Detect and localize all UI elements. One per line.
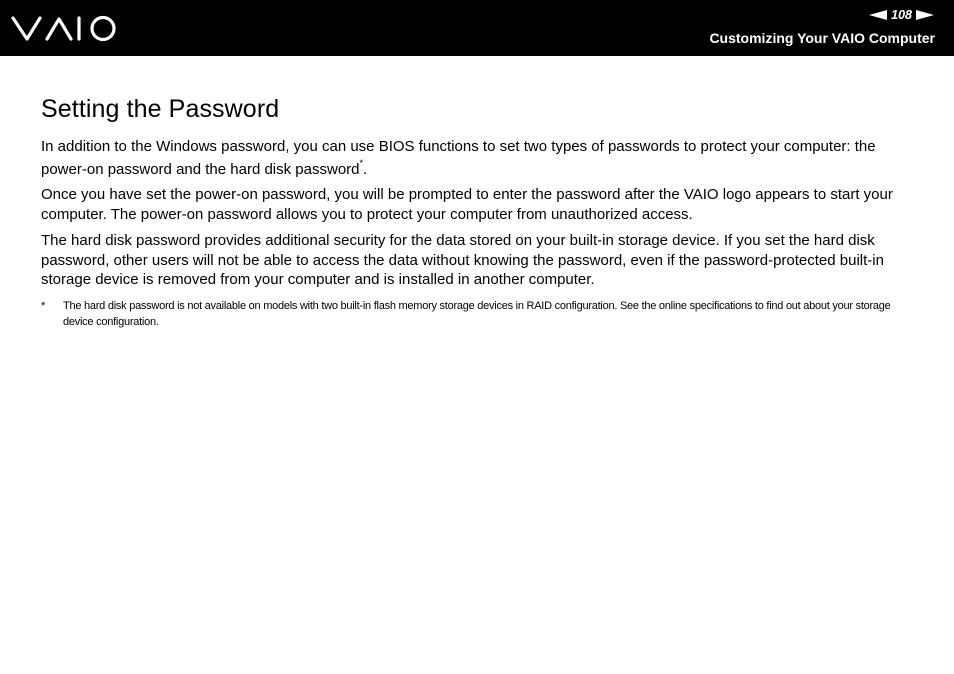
page-title: Setting the Password (41, 95, 280, 123)
section-title: Customizing Your VAIO Computer (709, 30, 935, 46)
paragraph-intro-text: In addition to the Windows password, you can use BIOS functions to set two types of passwords to protect your computer: the power-on password and the hard disk password (41, 138, 876, 178)
paragraph-power-on: Once you have set the power-on password, you will be prompted to enter the password after the VAIO logo appears to start your computer. The power-on password allows you to protect your computer from unauthorized access. (41, 186, 893, 223)
vaio-logo (11, 14, 121, 44)
arrow-right-icon[interactable] (916, 10, 934, 20)
page-navigator (869, 7, 934, 23)
footnote-mark: * (41, 299, 46, 312)
paragraph-hard-disk: The hard disk password provides additional security for the data stored on your built-in storage device. If you set the hard disk password, other users will not be able to access the data without knowing the password, even if the password-protected built-in storage device is removed from your computer and is installed in another computer. (41, 232, 884, 288)
page-content (41, 94, 921, 331)
footnote-reference: * (359, 158, 364, 168)
arrow-left-icon[interactable] (869, 10, 887, 20)
footnote (41, 298, 921, 331)
paragraph-intro (41, 135, 921, 181)
page-header (0, 0, 954, 56)
paragraph-intro-end: . (363, 161, 368, 178)
footnote-text: The hard disk password is not available on models with two built-in flash memory storage devices in RAID configuration. See the online specifications to find out about your storage device configuration. (63, 299, 891, 328)
page-number: 108 (891, 8, 912, 22)
